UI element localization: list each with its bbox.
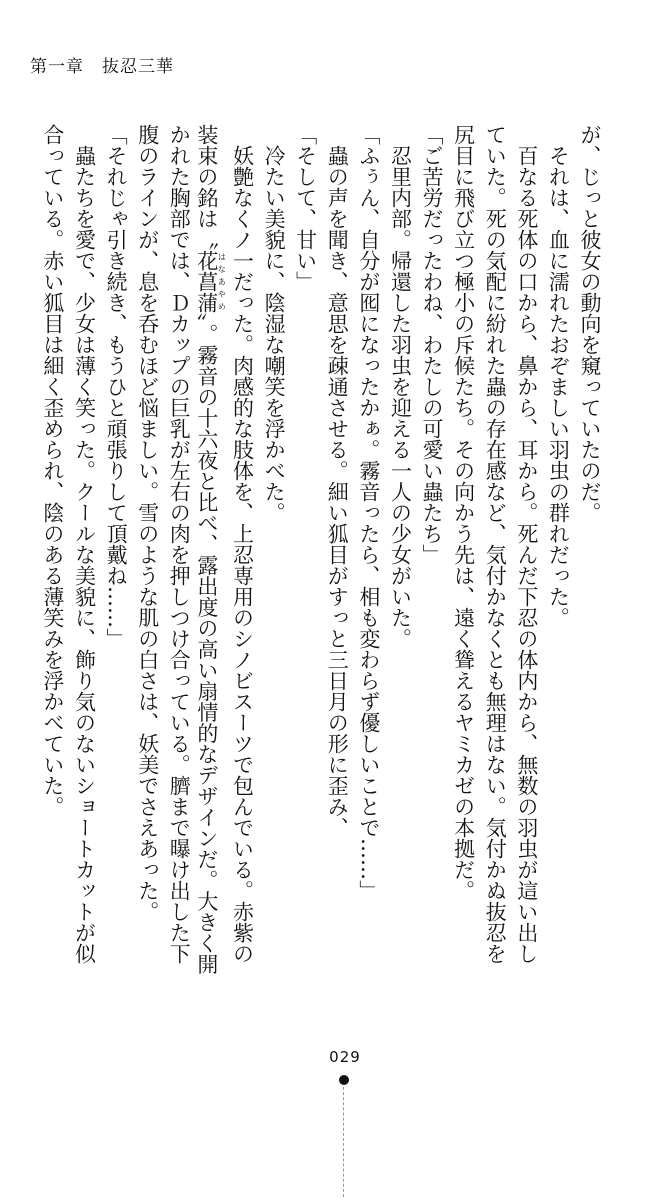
- text-line: 忍里内部。帰還した羽虫を迎える一人の少女がいた。: [388, 124, 413, 649]
- text-line: それは、血に濡れたおぞましい羽虫の群れだった。: [546, 124, 571, 628]
- text-line: 「ご苦労だったわね、わたしの可愛い蟲たち」: [420, 124, 445, 565]
- page-marker-rule: [343, 1087, 344, 1197]
- text-line: 冷たい美貌に、陰湿な嘲笑を浮かべた。: [262, 124, 287, 523]
- page-marker-dot-icon: [339, 1075, 349, 1085]
- page-number: 029: [329, 1048, 361, 1066]
- text-line: 蟲たちを愛で、少女は薄く笑った。クールな美貌に、飾り気のないショートカットが似: [72, 124, 97, 964]
- text-line: 「ふぅん、自分が囮になったかぁ。霧音ったら、相も変わらず優しいことで……」: [356, 124, 381, 901]
- text-line: が、じっと彼女の動向を窺っていたのだ。: [578, 124, 602, 523]
- text-line: 「それじゃ引き続き、もうひと頑張りして頂戴ね……」: [104, 124, 129, 649]
- text-line: ていた。死の気配に紛れた蟲の存在感など、気付かなくとも無理はない。気付かぬ抜忍を: [483, 124, 508, 964]
- ruby-annotation: [194, 250, 227, 313]
- text-line: 百なる死体の口から、鼻から、耳から。死んだ下忍の体内から、無数の羽虫が這い出し: [514, 124, 539, 964]
- ruby-line-before: 装束の銘は〝: [194, 124, 219, 250]
- text-line: 合っている。赤い狐目は細く歪められ、陰のある薄笑みを浮かべていた。: [40, 124, 65, 817]
- body-text: [35, 124, 605, 1024]
- ruby-line-after: 〟。霧音の十六夜と比べ、露出度の高い扇情的なデザインだ。大きく開: [194, 313, 219, 975]
- text-line: 「そして、甘い」: [293, 124, 318, 292]
- text-line: 蟲の声を聞き、意思を疎通させる。細い狐目がすっと三日月の形に歪み、: [325, 124, 350, 838]
- ruby-reading: はなあやめ: [217, 250, 227, 313]
- chapter-header: 第一章 抜忍三華: [30, 57, 174, 77]
- text-line-with-ruby: [194, 124, 226, 1024]
- text-line: 尻目に飛び立つ極小の斥候たち。その向かう先は、遠く聳えるヤミカゼの本拠だ。: [451, 124, 476, 901]
- text-line: かれた胸部では、Ｄカップの巨乳が左右の肉を押しつけ合っている。臍まで曝け出した下: [167, 124, 192, 964]
- text-line: 腹のラインが、息を呑むほど悩ましい。雪のような肌の白さは、妖美でさえあった。: [135, 124, 160, 922]
- ruby-base: 花菖蒲: [194, 250, 219, 313]
- text-line: 妖艶なくノ一だった。肉感的な肢体を、上忍専用のシノビスーツで包んでいる。赤紫の: [230, 124, 255, 964]
